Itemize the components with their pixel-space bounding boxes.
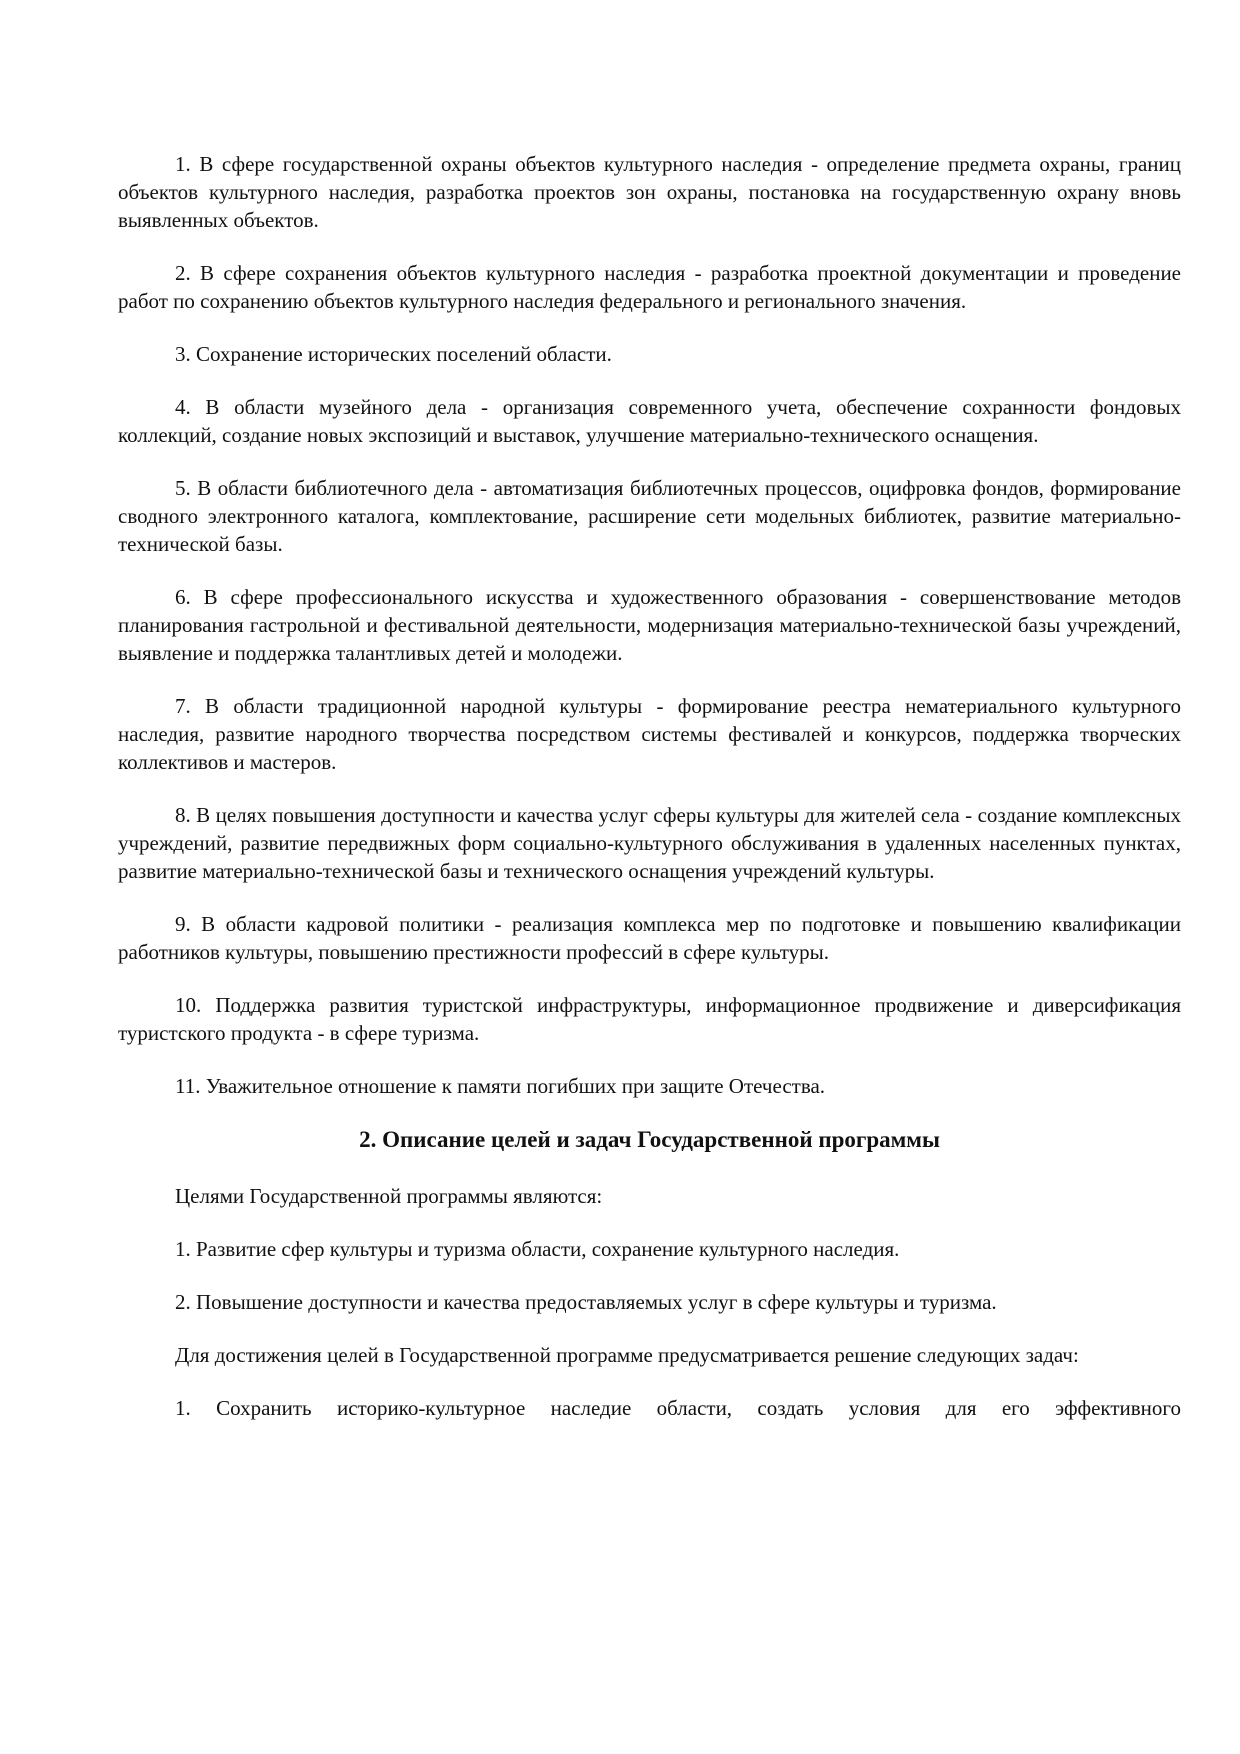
paragraph: 5. В области библиотечного дела - автоматизация библиотечных процессов, оцифровка фондов, формирование сводного электронного каталога, комплектование, расширение сети модельных библиотек, развитие материально-технической базы. xyxy=(118,476,1181,556)
paragraph: 9. В области кадровой политики - реализация комплекса мер по подготовке и повышению квалификации работников культуры, повышению престижности профессий в сфере культуры. xyxy=(118,912,1181,964)
paragraph: 2. Повышение доступности и качества предоставляемых услуг в сфере культуры и туризма. xyxy=(175,1290,997,1314)
paragraph: 3. Сохранение исторических поселений области. xyxy=(175,342,612,366)
paragraph: 2. В сфере сохранения объектов культурного наследия - разработка проектной документации и проведение работ по сохранению объектов культурного наследия федерального и регионального значения. xyxy=(118,261,1181,313)
paragraph: 7. В области традиционной народной культуры - формирование реестра нематериального культурного наследия, развитие народного творчества посредством системы фестивалей и конкурсов, поддержка творческих коллективов и мастеров. xyxy=(118,694,1181,774)
paragraph: 6. В сфере профессионального искусства и художественного образования - совершенствование методов планирования гастрольной и фестивальной деятельности, модернизация материально-технической базы учреждений, выявление и поддержка талантливых детей и молодежи. xyxy=(118,585,1181,665)
paragraph: Целями Государственной программы являются: xyxy=(175,1184,603,1208)
paragraph: 1. В сфере государственной охраны объектов культурного наследия - определение предмета охраны, границ объектов культурного наследия, разработка проектов зон охраны, постановка на государственную охрану вновь выявленных объектов. xyxy=(118,152,1181,232)
paragraph: 10. Поддержка развития туристской инфраструктуры, информационное продвижение и диверсификация туристского продукта - в сфере туризма. xyxy=(118,993,1181,1045)
paragraph: 4. В области музейного дела - организация современного учета, обеспечение сохранности фондовых коллекций, создание новых экспозиций и выставок, улучшение материально-технического оснащения. xyxy=(118,395,1181,447)
document-page xyxy=(118,150,1181,1447)
paragraph: Для достижения целей в Государственной программе предусматривается решение следующих задач: xyxy=(175,1343,1079,1367)
paragraph: 1. Развитие сфер культуры и туризма области, сохранение культурного наследия. xyxy=(175,1237,900,1261)
paragraph: 8. В целях повышения доступности и качества услуг сферы культуры для жителей села - создание комплексных учреждений, развитие передвижных форм социально-культурного обслуживания в удаленных населенных пунктах, развитие материально-технической базы и технического оснащения учреждений культуры. xyxy=(118,803,1181,883)
section-heading: 2. Описание целей и задач Государственной программы xyxy=(359,1127,940,1152)
paragraph: 1. Сохранить историко-культурное наследие области, создать условия для его эффективного xyxy=(175,1396,1181,1420)
paragraph: 11. Уважительное отношение к памяти погибших при защите Отечества. xyxy=(175,1074,826,1098)
